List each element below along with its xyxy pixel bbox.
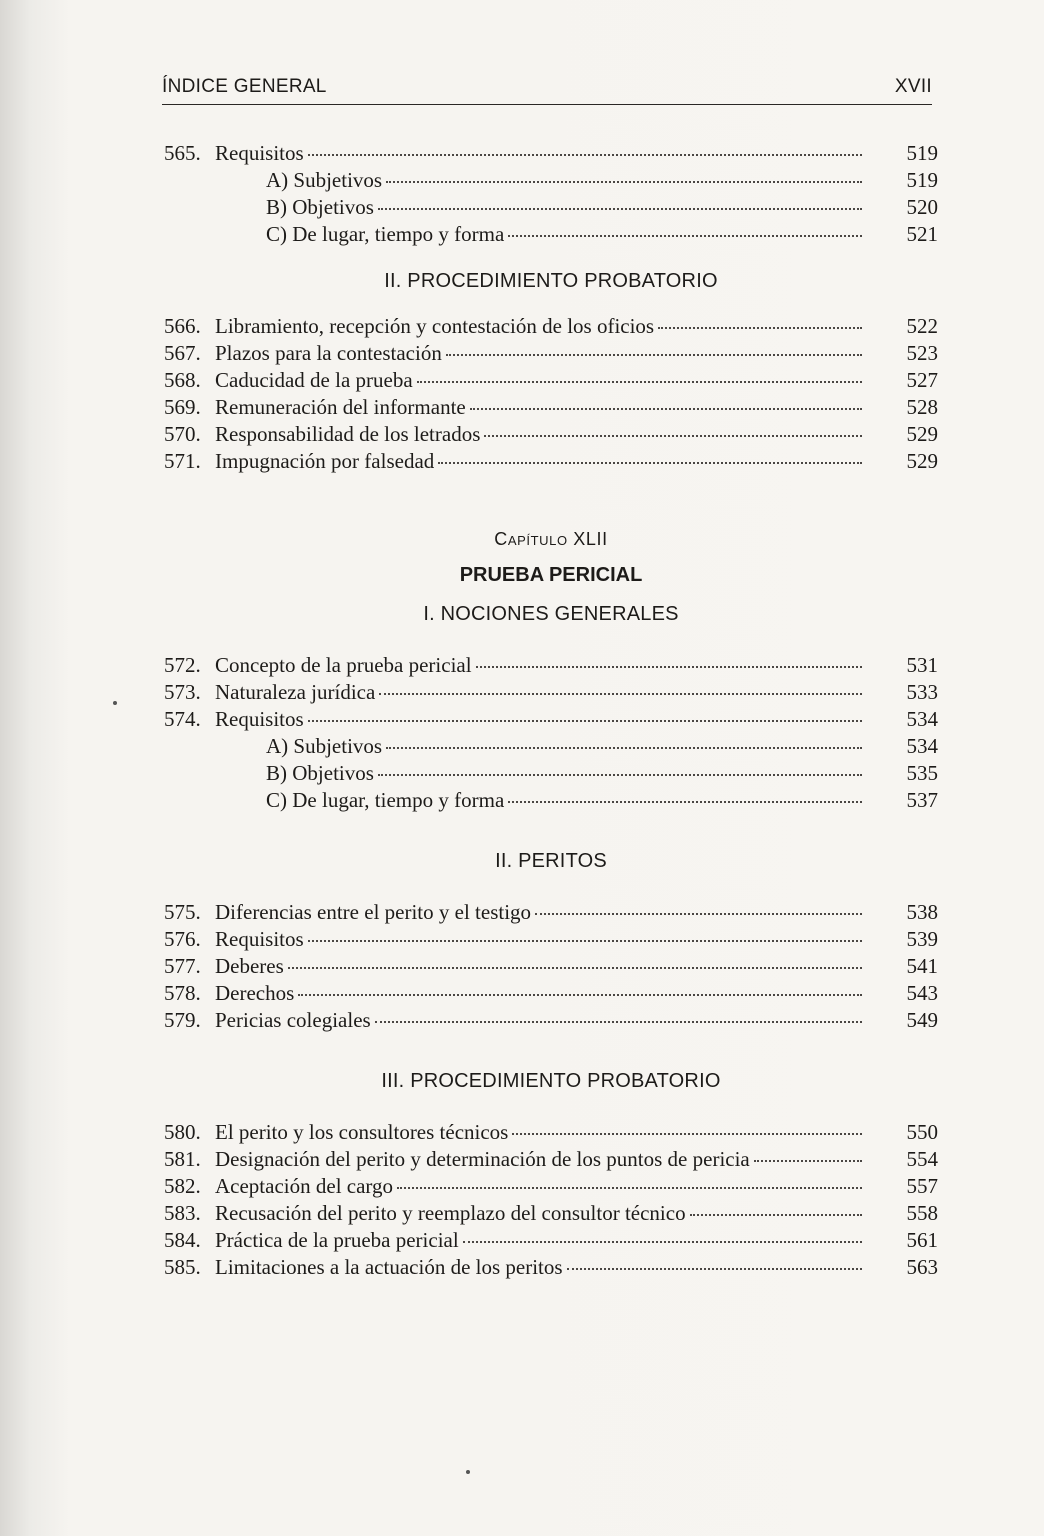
entry-number: 573. bbox=[164, 680, 201, 704]
entry-title: Remuneración del informante bbox=[215, 395, 466, 419]
toc-entry bbox=[164, 679, 938, 706]
toc-entry bbox=[164, 221, 938, 248]
entry-page-number: 550 bbox=[906, 1120, 938, 1144]
dot-leader bbox=[508, 235, 862, 237]
entry-page-number: 519 bbox=[906, 168, 938, 192]
section-heading: II. PROCEDIMIENTO PROBATORIO bbox=[384, 270, 718, 292]
page-folio: XVII bbox=[894, 76, 932, 97]
entry-number: 572. bbox=[164, 653, 201, 677]
dot-leader bbox=[378, 208, 862, 210]
entry-page-number: 539 bbox=[906, 927, 938, 951]
toc-entry bbox=[164, 1146, 938, 1173]
entry-title: Deberes bbox=[215, 954, 284, 978]
toc-entry bbox=[164, 926, 938, 953]
entry-title: C) De lugar, tiempo y forma bbox=[266, 222, 505, 246]
entry-title: Requisitos bbox=[215, 141, 304, 165]
toc-entry bbox=[164, 1200, 938, 1227]
toc-entry bbox=[164, 1227, 938, 1254]
entry-number: 585. bbox=[164, 1255, 201, 1279]
dot-leader bbox=[375, 1021, 862, 1023]
toc-entry bbox=[164, 421, 938, 448]
dot-leader bbox=[438, 462, 862, 464]
stray-mark bbox=[113, 701, 117, 705]
toc-entry bbox=[164, 367, 938, 394]
entry-page-number: 557 bbox=[906, 1174, 938, 1198]
toc-entry bbox=[164, 340, 938, 367]
dot-leader bbox=[379, 693, 862, 695]
entry-title: Libramiento, recepción y contestación de los oficios bbox=[215, 314, 655, 338]
entry-title: Concepto de la prueba pericial bbox=[215, 653, 472, 677]
entry-page-number: 523 bbox=[906, 341, 938, 365]
entry-page-number: 554 bbox=[906, 1147, 938, 1171]
entry-number: 579. bbox=[164, 1008, 201, 1032]
entry-page-number: 549 bbox=[906, 1008, 938, 1032]
dot-leader bbox=[417, 381, 862, 383]
entry-title: C) De lugar, tiempo y forma bbox=[266, 788, 505, 812]
entry-page-number: 529 bbox=[906, 449, 938, 473]
dot-leader bbox=[690, 1214, 862, 1216]
dot-leader bbox=[386, 747, 862, 749]
entry-title: Derechos bbox=[215, 981, 295, 1005]
dot-leader bbox=[470, 408, 862, 410]
entry-page-number: 563 bbox=[906, 1255, 938, 1279]
entry-page-number: 533 bbox=[906, 680, 938, 704]
entry-title: A) Subjetivos bbox=[266, 168, 383, 192]
entry-page-number: 522 bbox=[906, 314, 938, 338]
stray-mark bbox=[466, 1470, 470, 1474]
entry-title: Designación del perito y determinación de los puntos de pericia bbox=[215, 1147, 750, 1171]
toc-entry bbox=[164, 733, 938, 760]
entry-page-number: 529 bbox=[906, 422, 938, 446]
dot-leader bbox=[378, 774, 862, 776]
dot-leader bbox=[386, 181, 862, 183]
entry-title: Requisitos bbox=[215, 707, 304, 731]
entry-title: Pericias colegiales bbox=[215, 1008, 371, 1032]
entry-number: 583. bbox=[164, 1201, 201, 1225]
toc-entry bbox=[164, 1254, 938, 1281]
entry-page-number: 558 bbox=[906, 1201, 938, 1225]
section-heading: I. NOCIONES GENERALES bbox=[423, 603, 679, 625]
entry-page-number: 519 bbox=[906, 141, 938, 165]
toc-entry bbox=[164, 313, 938, 340]
entry-page-number: 528 bbox=[906, 395, 938, 419]
dot-leader bbox=[288, 967, 862, 969]
dot-leader bbox=[308, 720, 862, 722]
entry-number: 574. bbox=[164, 707, 201, 731]
section-heading: III. PROCEDIMIENTO PROBATORIO bbox=[381, 1070, 721, 1092]
entry-number: 581. bbox=[164, 1147, 201, 1171]
toc-entry bbox=[164, 140, 938, 167]
entry-title: Diferencias entre el perito y el testigo bbox=[215, 900, 532, 924]
toc-entry bbox=[164, 394, 938, 421]
dot-leader bbox=[508, 801, 862, 803]
toc-entry bbox=[164, 706, 938, 733]
entry-number: 569. bbox=[164, 395, 201, 419]
entry-title: El perito y los consultores técnicos bbox=[215, 1120, 509, 1144]
toc-entry bbox=[164, 1173, 938, 1200]
entry-number: 580. bbox=[164, 1120, 201, 1144]
entry-title: A) Subjetivos bbox=[266, 734, 383, 758]
entry-number: 577. bbox=[164, 954, 201, 978]
entry-page-number: 534 bbox=[906, 707, 938, 731]
toc-entry bbox=[164, 953, 938, 980]
chapter-label: Capítulo XLII bbox=[494, 529, 608, 549]
entry-title: B) Objetivos bbox=[266, 761, 374, 785]
dot-leader bbox=[397, 1187, 862, 1189]
entry-number: 582. bbox=[164, 1174, 201, 1198]
entry-page-number: 538 bbox=[906, 900, 938, 924]
entry-number: 570. bbox=[164, 422, 201, 446]
dot-leader bbox=[298, 994, 862, 996]
toc-block bbox=[164, 899, 938, 1034]
entry-page-number: 535 bbox=[906, 761, 938, 785]
entry-page-number: 531 bbox=[906, 653, 938, 677]
dot-leader bbox=[512, 1133, 862, 1135]
dot-leader bbox=[446, 354, 862, 356]
entry-number: 578. bbox=[164, 981, 201, 1005]
entry-number: 584. bbox=[164, 1228, 201, 1252]
entry-number: 566. bbox=[164, 314, 201, 338]
dot-leader bbox=[535, 913, 862, 915]
entry-title: Responsabilidad de los letrados bbox=[215, 422, 481, 446]
entry-title: Aceptación del cargo bbox=[215, 1174, 394, 1198]
toc-entry bbox=[164, 899, 938, 926]
toc-block bbox=[164, 140, 938, 248]
entry-title: Limitaciones a la actuación de los peritos bbox=[215, 1255, 563, 1279]
toc-block bbox=[164, 313, 938, 475]
dot-leader bbox=[308, 940, 862, 942]
toc-entry bbox=[164, 167, 938, 194]
entry-title: Práctica de la prueba pericial bbox=[215, 1228, 459, 1252]
entry-number: 576. bbox=[164, 927, 201, 951]
entry-page-number: 534 bbox=[906, 734, 938, 758]
entry-page-number: 520 bbox=[906, 195, 938, 219]
toc-entry bbox=[164, 194, 938, 221]
entry-title: B) Objetivos bbox=[266, 195, 374, 219]
dot-leader bbox=[658, 327, 862, 329]
entry-number: 565. bbox=[164, 141, 201, 165]
entry-page-number: 543 bbox=[906, 981, 938, 1005]
chapter-title: PRUEBA PERICIAL bbox=[459, 564, 643, 586]
dot-leader bbox=[308, 154, 862, 156]
entry-number: 568. bbox=[164, 368, 201, 392]
running-head bbox=[162, 72, 932, 100]
header-rule bbox=[162, 104, 932, 105]
dot-leader bbox=[567, 1268, 862, 1270]
dot-leader bbox=[754, 1160, 862, 1162]
toc-entry bbox=[164, 787, 938, 814]
toc-entry bbox=[164, 980, 938, 1007]
entry-number: 571. bbox=[164, 449, 201, 473]
dot-leader bbox=[484, 435, 862, 437]
section-heading: II. PERITOS bbox=[495, 850, 607, 872]
entry-number: 575. bbox=[164, 900, 201, 924]
entry-title: Plazos para la contestación bbox=[215, 341, 442, 365]
entry-title: Naturaleza jurídica bbox=[215, 680, 376, 704]
toc-entry bbox=[164, 760, 938, 787]
running-head-title: ÍNDICE GENERAL bbox=[162, 76, 327, 97]
entry-title: Recusación del perito y reemplazo del consultor técnico bbox=[215, 1201, 686, 1225]
entry-page-number: 541 bbox=[906, 954, 938, 978]
entry-title: Caducidad de la prueba bbox=[215, 368, 413, 392]
toc-entry bbox=[164, 1007, 938, 1034]
entry-title: Impugnación por falsedad bbox=[215, 449, 435, 473]
toc-block bbox=[164, 652, 938, 814]
toc-block bbox=[164, 1119, 938, 1281]
entry-title: Requisitos bbox=[215, 927, 304, 951]
entry-page-number: 527 bbox=[906, 368, 938, 392]
entry-page-number: 537 bbox=[906, 788, 938, 812]
entry-page-number: 521 bbox=[906, 222, 938, 246]
toc-entry bbox=[164, 448, 938, 475]
toc-entry bbox=[164, 1119, 938, 1146]
entry-page-number: 561 bbox=[906, 1228, 938, 1252]
dot-leader bbox=[463, 1241, 862, 1243]
table-of-contents bbox=[164, 140, 938, 1281]
toc-entry bbox=[164, 652, 938, 679]
dot-leader bbox=[476, 666, 862, 668]
entry-number: 567. bbox=[164, 341, 201, 365]
